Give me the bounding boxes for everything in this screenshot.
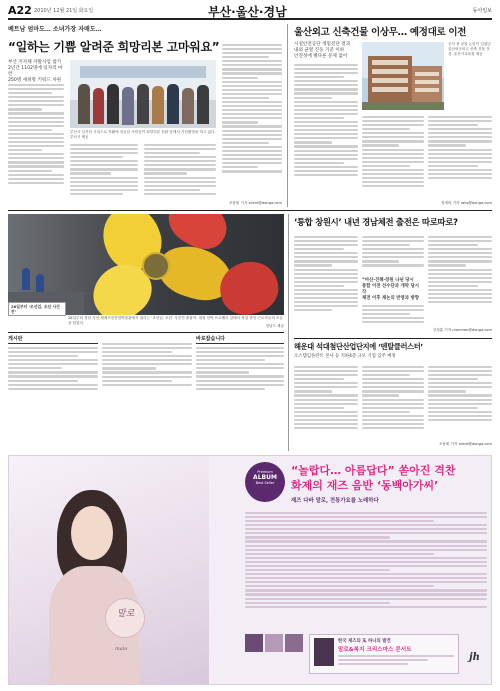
- photo-feature-titlebox: [8, 302, 66, 316]
- concert-box[interactable]: [309, 634, 459, 674]
- ad-headline-1: “놀랍다… 아름답다” 쏟아진 격찬: [291, 464, 456, 477]
- changwon-body-col1: [294, 234, 358, 332]
- lead-body-col3: [144, 142, 216, 208]
- lead-body-col1: [8, 82, 64, 207]
- dental-byline: 조용휘 기자 silent@donga.com: [438, 442, 492, 446]
- changwon-headline: ‘통합 창원시’ 내년 경남체전 출전은 따로따로?: [294, 217, 458, 227]
- track-list: [245, 510, 487, 630]
- building-byline: 정재락 기자 raks@donga.com: [441, 201, 492, 205]
- building-sub-3: 안전성에 별다른 문제 없어: [294, 54, 348, 59]
- section-title: 부산·울산·경남: [208, 5, 287, 19]
- building-sub-1: 시설안전공단 정밀진단 결과: [294, 42, 351, 47]
- newspaper-page: [8, 0, 492, 691]
- changwon-byline: 강정훈 기자 manman@donga.com: [432, 328, 492, 332]
- changwon-article: [294, 216, 492, 228]
- building-body-col2: [362, 114, 424, 207]
- building-body-col1: [294, 62, 358, 207]
- photo-feature-caption: 28일부터 경남 사천 세계조선산업박물관에서 열리는 ‘조선업, 조선’ 사진전 출품작. 대형 선박 프로펠러 앞에서 작업 중인 근로자들의 모습을 담았다.: [68, 316, 283, 325]
- photo-feature-byline: 경남도 제공: [265, 324, 284, 328]
- building-photo-caption: 공사 중 균열 논란이 일었던 울산외국어고 신축 건물 전경. 울산시교육청 제공: [448, 42, 491, 56]
- premium-album-badge: [245, 462, 285, 502]
- issue-date: 2010년 12월 21일 화요일: [34, 8, 94, 14]
- dental-body-col1: [294, 364, 358, 446]
- brief-title-3: 바로잡습니다: [196, 335, 284, 344]
- lead-byline: 조용휘 기자 silent@donga.com: [228, 201, 282, 205]
- dental-headline: 해운대 석대첨단산업단지에 ‘덴탈클러스터’: [294, 342, 423, 351]
- changwon-body-col3: [428, 234, 492, 326]
- singer-photo: [9, 456, 209, 684]
- lead-kicker: 베트남 엄마도… 소녀가장 자매도…: [8, 26, 102, 33]
- lead-photo: [70, 60, 216, 128]
- concert-line-1: 한국 재즈의 또 하나의 발견: [338, 639, 391, 644]
- lead-subheads: [8, 60, 64, 84]
- ad-subline: 재즈 다바 말로, 전통가요를 노래하다: [291, 498, 379, 504]
- changwon-side-head-1: “마산·진해·창원 나뉜 당시: [362, 278, 414, 283]
- page-number: A22: [8, 4, 32, 17]
- changwon-side: [362, 234, 424, 333]
- dental-body-col2: [362, 364, 424, 446]
- badge-top: Premium: [257, 470, 273, 474]
- newspaper-brand: 동아일보: [472, 8, 492, 14]
- brief-title-1: 게시판: [8, 335, 98, 344]
- building-article: [294, 24, 492, 38]
- badge-bottom: Best Seller: [255, 481, 275, 485]
- building-sub-2: 내외 균열 진동 기준 이하: [294, 48, 345, 53]
- dental-sub: 오스템임플란트 본사 등 지하4층 규모 기업 입주 예정: [294, 354, 396, 359]
- lead-body-col4: [222, 42, 282, 208]
- dental-body-col3: [428, 364, 492, 440]
- dental-article: [294, 342, 492, 360]
- badge-main: ALBUM: [253, 474, 277, 481]
- lead-sub-1: 부산 지자체 자활사업 참가: [8, 60, 62, 65]
- ad-headline-2: 화제의 재즈 음반 ‘동백아가씨’: [291, 479, 439, 492]
- page-header: [8, 2, 492, 20]
- lead-photo-caption: 부산시 일자리 사업으로 자활에 성공한 사람들이 희망리본 현판 앞에서 기념촬영을 하고 있다. 부산시 제공: [70, 130, 216, 139]
- album-subtitle: malo: [115, 646, 128, 652]
- changwon-side-head-3: 체전 이후 재논의 반영과 방향: [362, 296, 420, 301]
- concert-line-2: 말로&복지 크리스마스 콘서트: [338, 647, 412, 653]
- brief-col-3: [196, 335, 284, 397]
- album-title: 말로: [117, 609, 135, 619]
- propeller-photo: [8, 214, 284, 315]
- lead-headline: “일하는 기쁨 알려준 희망리본 고마워요”: [8, 40, 220, 54]
- building-body-col3: [428, 114, 492, 200]
- lead-body-col2: [70, 142, 138, 208]
- lead-sub-3: 250명 새희망 키워드 차원: [8, 78, 62, 83]
- jazz-album-ad[interactable]: [8, 455, 492, 685]
- building-subheads: [294, 42, 358, 60]
- photo-feature-title: 28일부터 ‘조선업, 조선 사진전’: [11, 304, 60, 314]
- changwon-side-head-2: 통합 이전 선수단과 개막 당시 각: [362, 284, 420, 295]
- lead-sub-2: 2년간 1102명에 일자리 마련: [8, 66, 63, 77]
- brief-col-1: [8, 335, 98, 397]
- building-headline: 울산외고 신축건물 이상무… 예정대로 이전: [294, 27, 467, 38]
- jh-logo: jh: [469, 652, 480, 663]
- brief-col-2: [102, 335, 192, 393]
- building-photo: [362, 42, 444, 110]
